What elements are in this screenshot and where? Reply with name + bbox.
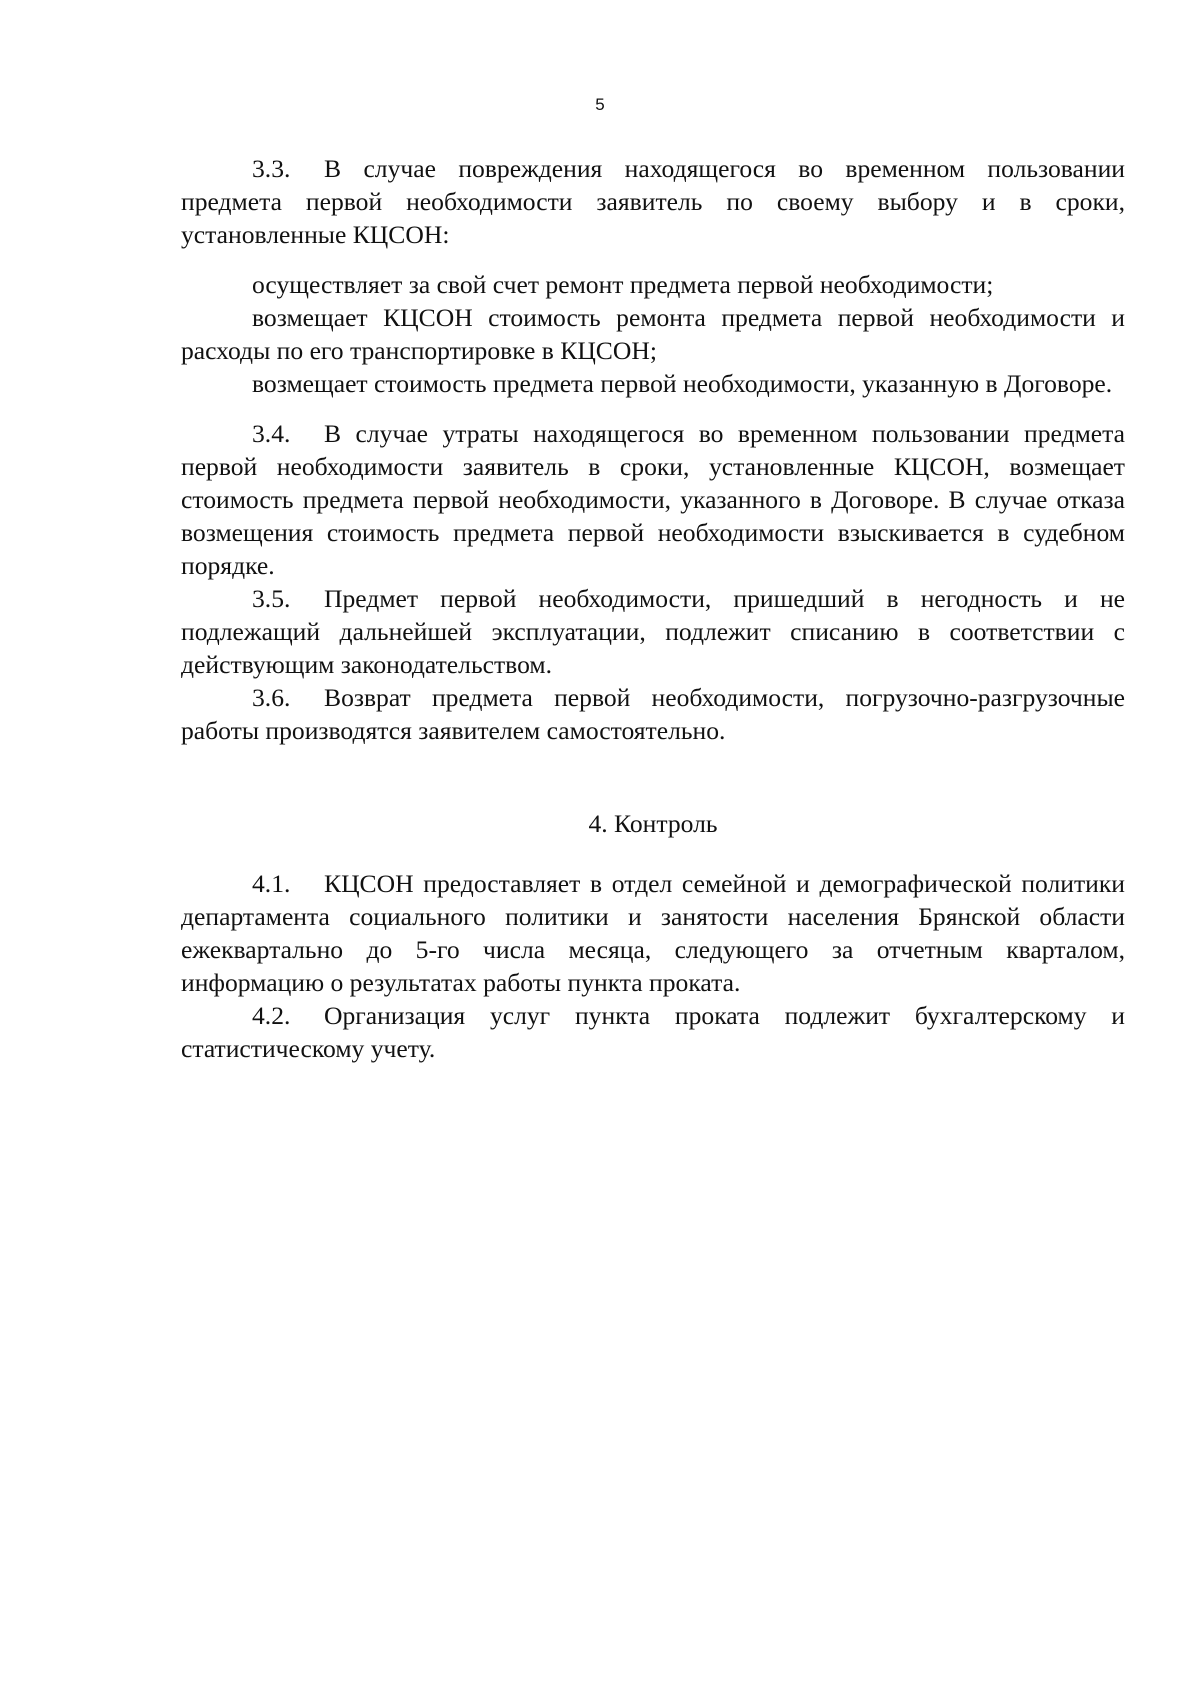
clause-text: Предмет первой необходимости, пришедший в негодность и не подлежащий дальнейшей эксплуатации, подлежит списанию в соответствии с действующим законодательством. <box>181 584 1125 679</box>
document-body <box>181 152 1125 1065</box>
clause-text: Возврат предмета первой необходимости, погрузочно-разгрузочные работы производятся заявителем самостоятельно. <box>181 683 1125 745</box>
clause-number: 4.1. <box>252 869 291 898</box>
section-heading: 4. Контроль <box>588 809 718 838</box>
clause-number: 3.5. <box>252 584 291 613</box>
list-item: возмещает стоимость предмета первой необходимости, указанную в Договоре. <box>252 369 1113 398</box>
paragraph-4-1 <box>181 867 1125 999</box>
clause-number: 3.6. <box>252 683 291 712</box>
clause-text: В случае утраты находящегося во временном пользовании предмета первой необходимости заявитель в сроки, установленные КЦСОН, возмещает стоимость предмета первой необходимости, указанного в Договоре. В случае отказа возмещения стоимость предмета первой необходимости взыскивается в судебном порядке. <box>181 419 1125 580</box>
clause-text: КЦСОН предоставляет в отдел семейной и демографической политики департамента социального политики и занятости населения Брянской области ежеквартально до 5-го числа месяца, следующего за отчетным кварталом, информацию о результатах работы пункта проката. <box>181 869 1125 997</box>
clause-number: 3.4. <box>252 419 291 448</box>
paragraph-3-6 <box>181 681 1125 747</box>
clause-number: 3.3. <box>252 154 291 183</box>
list-item: возмещает КЦСОН стоимость ремонта предмета первой необходимости и расходы по его транспортировке в КЦСОН; <box>181 303 1125 365</box>
clause-number: 4.2. <box>252 1001 291 1030</box>
paragraph-4-2 <box>181 999 1125 1065</box>
paragraph-3-5 <box>181 582 1125 681</box>
list-item: осуществляет за свой счет ремонт предмета первой необходимости; <box>252 270 994 299</box>
paragraph-3-4 <box>181 417 1125 582</box>
clause-text: Организация услуг пункта проката подлежит бухгалтерскому и статистическому учету. <box>181 1001 1125 1063</box>
paragraph-3-3 <box>181 152 1125 251</box>
clause-text: В случае повреждения находящегося во временном пользовании предмета первой необходимости заявитель по своему выбору и в сроки, установленные КЦСОН: <box>181 154 1125 249</box>
page-number: 5 <box>595 95 605 114</box>
